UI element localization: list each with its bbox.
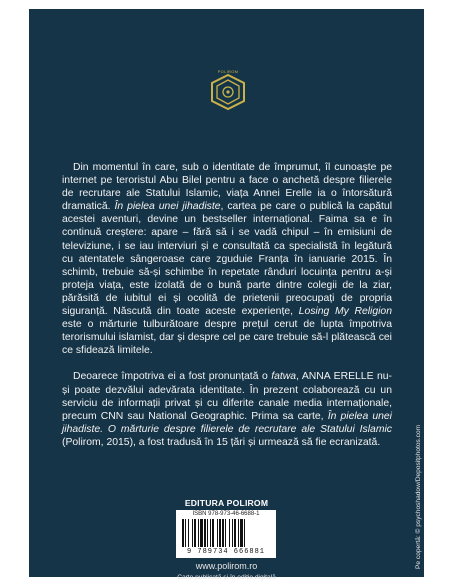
barcode-bars-icon — [182, 519, 270, 547]
p2-author-name: , ANNA ERELLE — [296, 371, 374, 383]
p1-book-title: În pielea unei jihadiste — [114, 201, 221, 213]
digital-edition-note: Carte publicată și în ediție digitală — [177, 574, 276, 581]
cover-credit: Pe copertă: © psychoshadow/Depositphotos.com — [415, 424, 422, 569]
p2-book-title: În pielea unei jihadiste. O mărturie despre filierele de recrutare ale Statului Islamic — [62, 410, 392, 435]
publisher-url: www.polirom.ro — [195, 561, 258, 571]
isbn-number: ISBN 978-973-46-6688-1 — [192, 511, 260, 517]
p2-start: Deoarece împotriva ei a fost pronunțată o — [73, 371, 268, 383]
publisher-logo — [205, 69, 251, 111]
p2-text: nu-și poate dezvălui adevărata identitate. În prezent colaborează cu un serviciu de informații privat și cu diferite canale media internaționale, precum CNN sau National Geographic. Prima sa carte, — [62, 371, 393, 422]
p1-book-title-2: Losing My Religion — [298, 306, 392, 318]
book-description — [62, 161, 392, 449]
description-paragraph-1 — [62, 161, 392, 357]
p1-end: este o mărturie tulburătoare despre prețul cerut de lupta împotriva terorismului islamist, dar și despre cel pe care trebuie să-l plătească cei ce sfidează limitele. — [62, 319, 392, 357]
p2-fatwa: fatwa — [271, 371, 297, 383]
p1-text: Din momentul în care, sub o identitate de împrumut, îl cunoaște pe internet pe teroristul Abu Bilel pentru a face o anchetă despre filierele de recrutare ale Statului Islamic, viața Annei Erelle ia o întorsătură dramatică. — [62, 162, 392, 213]
hexagon-emblem-icon — [205, 69, 251, 111]
p1-rest: , cartea pe care o publică la capătul acestei aventuri, devine un bestseller internațional. Faima sa e în continuă creștere: apare – fără să i se vadă chipul – în emisiuni de televiziune, i se iau interviuri și e consultată ca specialistă în legătură cu atentatele sângeroase care zguduie Franța în ianuarie 2015. În schimb, trebuie să-și schimbe în repetate rânduri locuința pentru a-și proteja viața, este izolată de o bună parte dintre colegii de la ziar, părăsită de iubitul ei și ocolită de prietenii preocupați de propria siguranță. Născută din toate aceste experiențe, — [62, 201, 393, 318]
description-paragraph-2 — [62, 370, 392, 449]
book-back-cover — [29, 9, 424, 581]
isbn-barcode — [176, 510, 276, 558]
p2-end: (Polirom, 2015), a fost tradusă în 15 țări și urmează să fie ecranizată. — [62, 436, 381, 448]
logo-text: POLIROM — [217, 69, 239, 74]
barcode-digits: 9 789734 666881 — [186, 548, 265, 556]
publisher-name: EDITURA POLIROM — [184, 498, 269, 508]
